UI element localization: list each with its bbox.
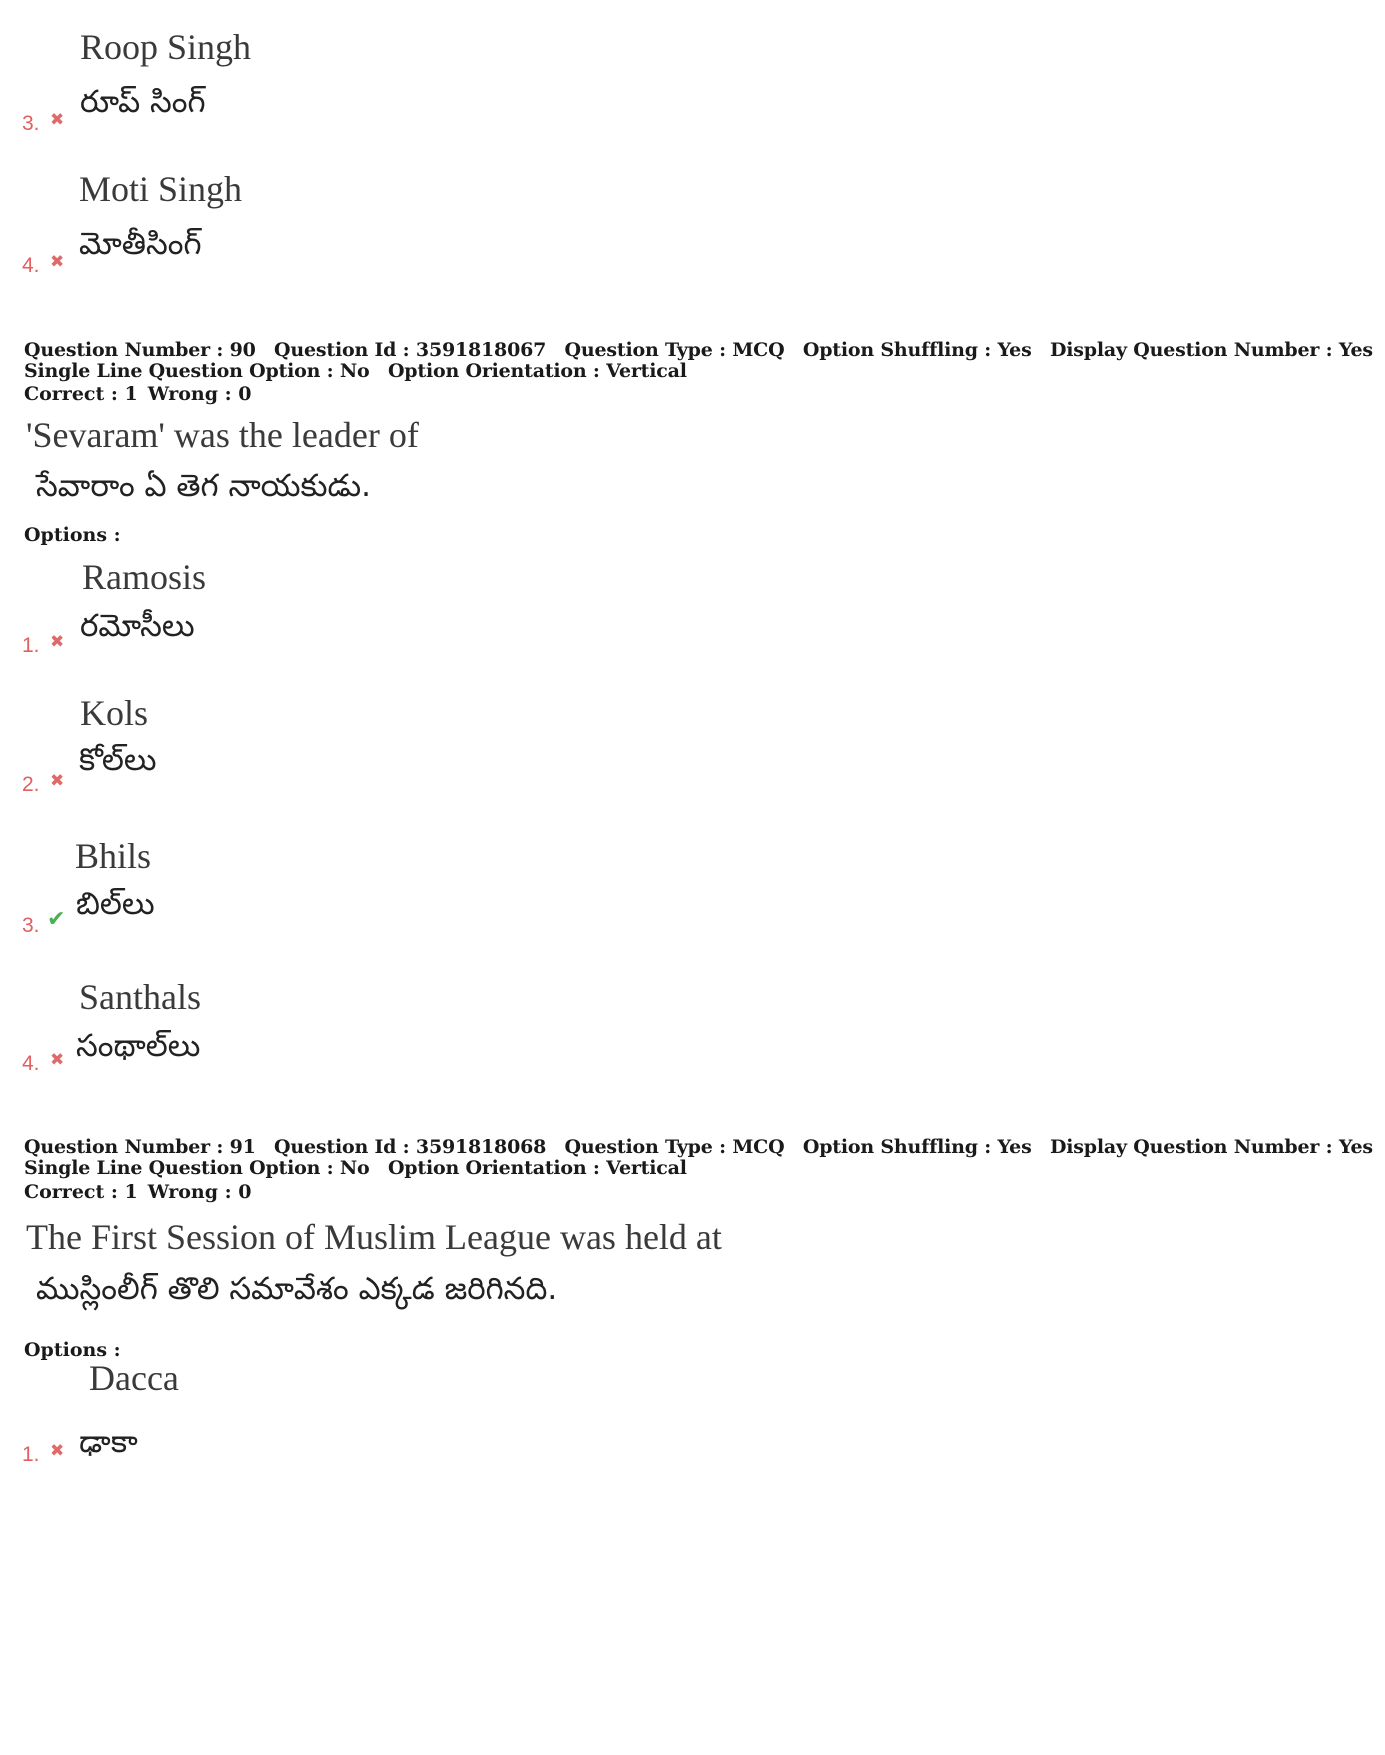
question-text-en: 'Sevaram' was the leader of <box>26 415 419 455</box>
wrong-score: Wrong : 0 <box>147 383 252 405</box>
option-number: 4. <box>22 254 40 277</box>
option-text-te: ఢాకా <box>79 1424 138 1460</box>
question-text-en: The First Session of Muslim League was held at <box>26 1217 722 1257</box>
option-text-en: Kols <box>80 693 149 733</box>
score-line-91 <box>24 1181 261 1203</box>
option-text-en: Roop Singh <box>80 27 252 67</box>
correct-score: Correct : 1 <box>24 383 138 405</box>
option-text-en: Bhils <box>75 836 152 876</box>
option-text-te: సంథాల్‌లు <box>76 1028 201 1064</box>
meta-line-2: Single Line Question Option : No Option Orientation : Vertical <box>24 360 687 382</box>
option-text-en: Santhals <box>79 977 201 1017</box>
option-number: 2. <box>22 773 40 796</box>
option-text-en: Moti Singh <box>79 169 243 209</box>
wrong-mark-icon: ✖ <box>50 771 65 791</box>
question-text-te: ముస్లింలీగ్ తొలి సమావేశం ఎక్కడ జరిగినది. <box>36 1271 558 1307</box>
wrong-mark-icon: ✖ <box>50 1441 65 1461</box>
option-number: 4. <box>22 1052 40 1075</box>
wrong-mark-icon: ✖ <box>50 632 65 652</box>
question-text-te: సేవారాం ఏ తెగ నాయకుడు. <box>36 468 371 504</box>
option-number: 1. <box>22 634 40 657</box>
option-text-en: Ramosis <box>82 557 207 597</box>
options-label: Options : <box>24 1339 121 1361</box>
option-number: 3. <box>22 112 40 135</box>
question-meta-91 <box>24 1137 1385 1179</box>
correct-score: Correct : 1 <box>24 1181 138 1203</box>
option-number: 3. <box>22 914 40 937</box>
correct-check-icon: ✔ <box>47 907 66 932</box>
option-text-te: రమోసీలు <box>80 608 195 644</box>
wrong-mark-icon: ✖ <box>50 252 65 272</box>
meta-line-2: Single Line Question Option : No Option Orientation : Vertical <box>24 1157 687 1179</box>
option-text-te: బిల్‌లు <box>76 886 155 922</box>
wrong-mark-icon: ✖ <box>50 1050 65 1070</box>
option-text-te: రూప్ సింగ్ <box>80 84 206 120</box>
wrong-mark-icon: ✖ <box>50 110 65 130</box>
option-number: 1. <box>22 1443 40 1466</box>
option-text-te: మోతీసింగ్ <box>79 226 202 262</box>
meta-line-1: Question Number : 91 Question Id : 3591818068 Question Type : MCQ Option Shuffling : Yes Display Question Number : Yes <box>24 1136 1373 1158</box>
wrong-score: Wrong : 0 <box>147 1181 252 1203</box>
meta-line-1: Question Number : 90 Question Id : 3591818067 Question Type : MCQ Option Shuffling : Yes Display Question Number : Yes <box>24 339 1373 361</box>
question-meta-90 <box>24 340 1385 382</box>
option-text-en: Dacca <box>89 1358 179 1398</box>
score-line-90 <box>24 383 261 405</box>
option-text-te: కోల్‌లు <box>79 742 157 778</box>
options-label: Options : <box>24 524 121 546</box>
